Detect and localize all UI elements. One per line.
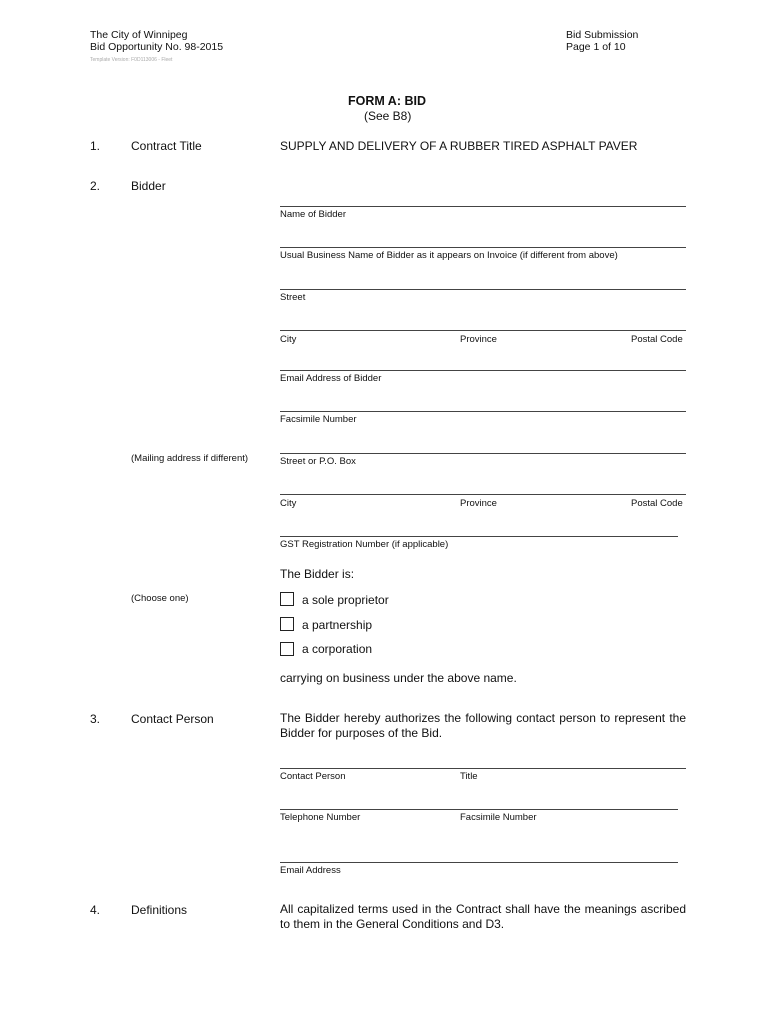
contact-authorization-text: The Bidder hereby authorizes the following contact person to represent the Bidder for purposes of the Bid. [280, 711, 686, 740]
header-bid-opportunity: Bid Opportunity No. 98-2015 [90, 41, 224, 53]
contact-phone-line[interactable] [280, 809, 678, 810]
sole-proprietor-checkbox[interactable] [280, 592, 294, 606]
contract-title-value: SUPPLY AND DELIVERY OF A RUBBER TIRED ASPHALT PAVER [280, 139, 638, 153]
contact-email-label: Email Address [280, 865, 341, 876]
fax-line[interactable] [280, 411, 686, 412]
sole-proprietor-label: a sole proprietor [302, 593, 389, 607]
street-label: Street [280, 292, 306, 303]
fax-label: Facsimile Number [280, 414, 357, 425]
contact-person-line[interactable] [280, 768, 686, 769]
carrying-on-business-text: carrying on business under the above name. [280, 671, 517, 685]
section-1-label: Contract Title [131, 139, 202, 153]
mailing-province-label: Province [460, 498, 497, 509]
street-po-line[interactable] [280, 453, 686, 454]
partnership-label: a partnership [302, 618, 373, 632]
bidder-is-heading: The Bidder is: [280, 567, 355, 581]
bidder-name-label: Name of Bidder [280, 209, 347, 220]
section-2-label: Bidder [131, 179, 166, 193]
header-org: The City of Winnipeg [90, 29, 188, 41]
form-see-reference: (See B8) [364, 109, 412, 123]
section-1-number: 1. [90, 139, 101, 153]
contact-phone-label: Telephone Number [280, 812, 361, 823]
definitions-text: All capitalized terms used in the Contract shall have the meanings ascribed to them in the General Conditions and D3. [280, 902, 686, 931]
gst-line[interactable] [280, 536, 678, 537]
city-label: City [280, 334, 297, 345]
section-4-number: 4. [90, 903, 101, 917]
corporation-checkbox[interactable] [280, 642, 294, 656]
gst-label: GST Registration Number (if applicable) [280, 539, 449, 550]
mailing-city-line[interactable] [280, 494, 686, 495]
template-version: Template Version: F0D113006 - Fleet [90, 57, 173, 63]
mailing-postal-code-label: Postal Code [631, 498, 683, 509]
contact-fax-label: Facsimile Number [460, 812, 537, 823]
contact-person-label: Contact Person [280, 771, 346, 782]
city-province-postal-line[interactable] [280, 330, 686, 331]
section-4-label: Definitions [131, 903, 188, 917]
email-label: Email Address of Bidder [280, 373, 382, 384]
business-name-label: Usual Business Name of Bidder as it appears on Invoice (if different from above) [280, 250, 618, 261]
bidder-name-line[interactable] [280, 206, 686, 207]
business-name-line[interactable] [280, 247, 686, 248]
contact-email-line[interactable] [280, 862, 678, 863]
choose-one-note: (Choose one) [131, 593, 189, 604]
street-po-label: Street or P.O. Box [280, 456, 356, 467]
contact-title-label: Title [460, 771, 478, 782]
postal-code-label: Postal Code [631, 334, 683, 345]
corporation-label: a corporation [302, 642, 373, 656]
section-2-number: 2. [90, 179, 101, 193]
province-label: Province [460, 334, 497, 345]
section-3-label: Contact Person [131, 712, 214, 726]
mailing-address-note: (Mailing address if different) [131, 453, 249, 464]
header-page-number: Page 1 of 10 [566, 41, 626, 53]
form-title: FORM A: BID [348, 94, 426, 108]
section-3-number: 3. [90, 712, 101, 726]
partnership-checkbox[interactable] [280, 617, 294, 631]
street-line[interactable] [280, 289, 686, 290]
mailing-city-label: City [280, 498, 297, 509]
email-line[interactable] [280, 370, 686, 371]
header-doc-type: Bid Submission [566, 29, 639, 41]
